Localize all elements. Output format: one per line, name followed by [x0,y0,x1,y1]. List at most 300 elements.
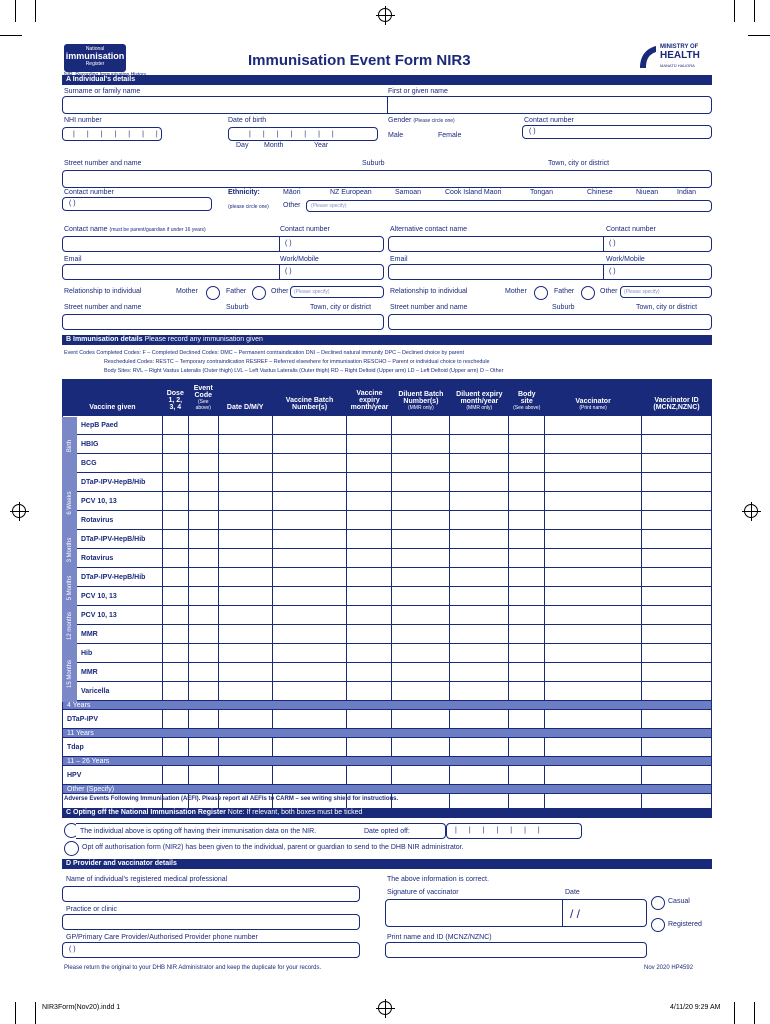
entry-cell[interactable] [392,530,450,549]
alt-work-mobile-label: Work/Mobile [606,256,645,263]
entry-cell[interactable] [450,710,509,729]
entry-cell[interactable] [509,454,545,473]
table-header [63,380,712,416]
vaccine-name-cell: Tdap [63,738,163,757]
alt-mother-radio[interactable] [534,286,548,300]
entry-cell[interactable] [347,511,392,530]
entry-cell[interactable] [347,644,392,663]
entry-cell[interactable] [347,416,392,435]
entry-cell[interactable] [509,710,545,729]
registered-professional-field[interactable] [62,886,360,902]
entry-cell[interactable] [347,530,392,549]
signature-field[interactable] [385,899,647,927]
entry-cell[interactable] [641,587,711,606]
entry-cell[interactable] [347,435,392,454]
contact-address-field[interactable] [62,314,384,330]
entry-cell[interactable] [641,663,711,682]
entry-cell[interactable] [545,766,642,785]
gender-male[interactable]: Male [388,132,404,139]
entry-cell[interactable] [545,530,642,549]
entry-cell[interactable] [188,416,218,435]
registered-professional-label: Name of individual's registered medical professional [66,876,228,883]
vaccine-name-cell: Rotavirus [63,511,163,530]
age-band-label: 11 – 26 Years [63,757,712,766]
contact-number-label: Contact number [524,117,574,124]
entry-cell[interactable] [218,644,272,663]
entry-cell[interactable] [641,454,711,473]
dob-field[interactable]: ||||||| [228,127,378,141]
entry-cell[interactable] [450,644,509,663]
age-group-bar [62,569,77,607]
entry-cell[interactable] [272,530,347,549]
nhi-label: NHI number [64,117,102,124]
entry-cell[interactable] [450,587,509,606]
alt-relationship-mother: Mother [505,288,527,295]
ethnicity-nz-european[interactable]: NZ European [330,189,372,196]
age-group-label: 5 Months [67,575,73,601]
entry-cell[interactable] [392,587,450,606]
date-field[interactable]: / / [570,907,581,921]
entry-cell[interactable] [347,568,392,587]
nhi-field[interactable]: ||||||| [62,127,162,141]
col-vaccine-expiry: Vaccine expiry month/year [347,380,392,416]
entry-cell[interactable] [545,587,642,606]
entry-cell[interactable] [509,663,545,682]
entry-cell[interactable] [545,511,642,530]
entry-cell[interactable] [272,416,347,435]
entry-cell[interactable] [218,530,272,549]
entry-cell[interactable] [162,492,188,511]
col-diluent-batch: Diluent Batch Number(s) (MMR only) [392,380,450,416]
entry-cell[interactable] [162,435,188,454]
entry-cell[interactable] [509,625,545,644]
entry-cell[interactable] [272,549,347,568]
vaccine-name-cell: PCV 10, 13 [63,587,163,606]
entry-cell[interactable] [450,738,509,757]
table-row [63,435,712,454]
entry-cell[interactable] [545,710,642,729]
ethnicity-cook-island[interactable]: Cook Island Maori [445,189,502,196]
address-field[interactable] [62,170,712,188]
entry-cell[interactable] [450,606,509,625]
contact-number-label-4: Contact number [606,226,656,233]
entry-cell[interactable] [162,454,188,473]
entry-cell[interactable] [392,492,450,511]
entry-cell[interactable] [347,587,392,606]
entry-cell[interactable] [509,530,545,549]
entry-cell[interactable] [392,682,450,701]
table-row [63,738,712,757]
entry-cell[interactable] [347,682,392,701]
entry-cell[interactable] [509,738,545,757]
entry-cell[interactable] [545,454,642,473]
entry-cell[interactable] [347,454,392,473]
entry-cell[interactable] [641,530,711,549]
crop-mark [0,35,22,36]
entry-cell[interactable] [641,492,711,511]
entry-cell[interactable] [162,738,188,757]
entry-cell[interactable] [188,587,218,606]
crop-mark [15,1002,16,1024]
col-vaccinator: Vaccinator (Print name) [545,380,642,416]
ethnicity-samoan[interactable]: Samoan [395,189,422,196]
alt-relationship-father: Father [554,288,575,295]
entry-cell[interactable] [545,682,642,701]
relationship-father: Father [226,288,247,295]
ethnicity-other-field[interactable]: (Please specify) [306,200,712,212]
relationship-other-field[interactable]: (Please specify) [290,286,384,298]
entry-cell[interactable] [392,644,450,663]
body-sites-line: Body Sites: RVL – Right Vastus Lateralis (Outer thigh) LVL – Left Vastus Lateralis (Outer thigh) RD – Right Deltoid (Upper arm) LD – Left Deltoid (Upper arm) O – Other [104,368,504,374]
entry-cell[interactable] [392,766,450,785]
entry-cell[interactable] [218,766,272,785]
ethnicity-niuean[interactable]: Niuean [636,189,659,196]
entry-cell[interactable] [509,511,545,530]
entry-cell[interactable] [188,625,218,644]
entry-cell[interactable] [218,606,272,625]
entry-cell[interactable] [162,644,188,663]
entry-cell[interactable] [509,473,545,492]
entry-cell[interactable] [545,416,642,435]
age-band-label: 4 Years [63,701,712,710]
age-band-row [63,729,712,738]
entry-cell[interactable] [218,492,272,511]
entry-cell[interactable] [392,435,450,454]
entry-cell[interactable] [218,663,272,682]
entry-cell[interactable] [450,492,509,511]
entry-cell[interactable] [272,492,347,511]
father-radio[interactable] [252,286,266,300]
vaccine-name-cell: HBIG [63,435,163,454]
table-row [63,766,712,785]
alt-father-radio[interactable] [581,286,595,300]
file-slug: NIR3Form(Nov20).indd 1 [42,1004,121,1011]
surname-label: Surname or family name [64,88,141,95]
age-band-label: 11 Years [63,729,712,738]
entry-cell[interactable] [218,710,272,729]
mother-radio[interactable] [206,286,220,300]
entry-cell[interactable] [162,568,188,587]
ethnicity-other[interactable]: Other [283,202,301,209]
alt-contact-name-field[interactable]: ( ) [388,236,712,252]
entry-cell[interactable] [218,473,272,492]
print-name-label: Print name and ID (MCNZ/NZNC) [387,934,492,941]
entry-cell[interactable] [392,454,450,473]
entry-cell[interactable] [545,663,642,682]
date-opted-field[interactable]: ||||||| [446,823,582,839]
entry-cell[interactable] [641,625,711,644]
entry-cell[interactable] [509,492,545,511]
entry-cell[interactable] [509,568,545,587]
entry-cell[interactable] [392,606,450,625]
form-code: Nov 2020 HP4592 [644,965,694,971]
entry-cell[interactable] [509,549,545,568]
contact-number-field[interactable]: ( ) [522,125,712,139]
table-row [63,511,712,530]
vaccine-name-cell: Rotavirus [63,549,163,568]
rescheduled-codes-line: Rescheduled Codes: RESTC – Temporary contraindication RESREF – Referred elsewhere for immunisation RESCHO – Parent or individual choice to reschedule [104,359,490,365]
entry-cell[interactable] [641,682,711,701]
entry-cell[interactable] [641,473,711,492]
entry-cell[interactable] [272,454,347,473]
entry-cell[interactable] [188,549,218,568]
info-correct-text: The above information is correct. [387,876,489,883]
entry-cell[interactable] [188,454,218,473]
entry-cell[interactable] [450,568,509,587]
entry-cell[interactable] [509,416,545,435]
entry-cell[interactable] [545,435,642,454]
entry-cell[interactable] [545,644,642,663]
entry-cell[interactable] [218,435,272,454]
entry-cell[interactable] [272,606,347,625]
entry-cell[interactable] [218,454,272,473]
age-band-row [63,757,712,766]
alt-relationship-label: Relationship to individual [390,288,468,295]
entry-cell[interactable] [347,606,392,625]
entry-cell[interactable] [545,473,642,492]
entry-cell[interactable] [188,435,218,454]
registration-mark-icon [12,504,26,518]
entry-cell[interactable] [272,682,347,701]
entry-cell[interactable] [218,568,272,587]
entry-cell[interactable] [162,682,188,701]
relationship-other: Other [271,288,289,295]
dob-month: Month [264,142,284,149]
registered-label: Registered [668,921,702,928]
casual-radio[interactable] [651,896,665,910]
entry-cell[interactable] [450,530,509,549]
entry-cell[interactable] [218,416,272,435]
entry-cell[interactable] [641,606,711,625]
entry-cell[interactable] [218,549,272,568]
entry-cell[interactable] [509,435,545,454]
entry-cell[interactable] [545,606,642,625]
entry-cell[interactable] [188,644,218,663]
entry-cell[interactable] [162,710,188,729]
entry-cell[interactable] [392,549,450,568]
entry-cell[interactable] [509,682,545,701]
entry-cell[interactable] [347,625,392,644]
entry-cell[interactable] [545,625,642,644]
crop-mark [734,0,735,22]
entry-cell[interactable] [450,682,509,701]
entry-cell[interactable] [188,710,218,729]
crop-mark [35,1002,36,1024]
entry-cell[interactable] [392,473,450,492]
entry-cell[interactable] [641,549,711,568]
date-label: Date [565,889,580,896]
entry-cell[interactable] [188,568,218,587]
entry-cell[interactable] [392,663,450,682]
entry-cell[interactable] [218,738,272,757]
alt-town-label: Town, city or district [636,304,698,311]
entry-cell[interactable] [272,766,347,785]
registration-mark-icon [378,8,392,22]
entry-cell[interactable] [162,766,188,785]
registered-radio[interactable] [651,918,665,932]
contact-street-label: Street number and name [64,304,142,311]
alt-street-label: Street number and name [390,304,468,311]
first-name-label: First or given name [388,88,448,95]
practice-field[interactable] [62,914,360,930]
entry-cell[interactable] [272,568,347,587]
entry-cell[interactable] [641,511,711,530]
ethnicity-label: Ethnicity: [228,189,260,196]
entry-cell[interactable] [347,549,392,568]
ethnicity-maori[interactable]: Māori [283,189,301,196]
entry-cell[interactable] [162,416,188,435]
entry-cell[interactable] [641,644,711,663]
ethnicity-chinese[interactable]: Chinese [587,189,613,196]
entry-cell[interactable] [188,738,218,757]
entry-cell[interactable] [450,625,509,644]
entry-cell[interactable] [188,530,218,549]
print-name-field[interactable] [385,942,647,958]
age-group-bar [62,607,77,645]
entry-cell[interactable] [450,416,509,435]
alt-relationship-other-field[interactable]: (Please specify) [620,286,712,298]
relationship-mother: Mother [176,288,198,295]
entry-cell[interactable] [641,710,711,729]
alt-email-field[interactable]: ( ) [388,264,712,280]
opt-off-form-checkbox[interactable] [64,841,79,856]
entry-cell[interactable] [218,511,272,530]
contact-number-label-3: Contact number [280,226,330,233]
entry-cell[interactable] [392,738,450,757]
entry-cell[interactable] [392,416,450,435]
entry-cell[interactable] [347,663,392,682]
entry-cell[interactable] [162,663,188,682]
entry-cell[interactable] [272,644,347,663]
ethnicity-indian[interactable]: Indian [677,189,697,196]
entry-cell[interactable] [450,549,509,568]
entry-cell[interactable] [509,606,545,625]
entry-cell[interactable] [641,435,711,454]
gender-label: Gender [388,117,412,124]
opt-off-text: The individual above is opting off having their immunisation data on the NIR. [80,828,317,835]
entry-cell[interactable] [392,511,450,530]
entry-cell[interactable] [392,710,450,729]
entry-cell[interactable] [188,492,218,511]
entry-cell[interactable] [545,738,642,757]
gender-note: (Please circle one) [413,118,455,124]
vaccine-name-cell: DTaP-IPV-HepB/Hib [63,530,163,549]
email-field[interactable]: ( ) [62,264,384,280]
entry-cell[interactable] [545,492,642,511]
entry-cell[interactable] [162,625,188,644]
entry-cell[interactable] [347,710,392,729]
entry-cell[interactable] [347,492,392,511]
dob-year: Year [314,142,329,149]
entry-cell[interactable] [188,473,218,492]
vaccine-name-cell: BCG [63,454,163,473]
entry-cell[interactable] [162,587,188,606]
entry-cell[interactable] [347,738,392,757]
entry-cell[interactable] [188,606,218,625]
entry-cell[interactable] [272,710,347,729]
entry-cell[interactable] [450,663,509,682]
entry-cell[interactable] [162,549,188,568]
entry-cell[interactable] [509,766,545,785]
table-row [63,710,712,729]
entry-cell[interactable] [272,511,347,530]
contact-town-label: Town, city or district [310,304,372,311]
town-label: Town, city or district [548,160,610,167]
vaccine-name-cell: HepB Paed [63,416,163,435]
entry-cell[interactable] [162,606,188,625]
entry-cell[interactable] [545,568,642,587]
entry-cell[interactable] [272,738,347,757]
entry-cell[interactable] [450,454,509,473]
entry-cell[interactable] [392,625,450,644]
entry-cell[interactable] [509,587,545,606]
alt-suburb-label: Suburb [552,304,575,311]
entry-cell[interactable] [272,435,347,454]
contact-name-field[interactable]: ( ) [62,236,384,252]
entry-cell[interactable] [392,568,450,587]
entry-cell[interactable] [272,587,347,606]
alt-address-field[interactable] [388,314,712,330]
entry-cell[interactable] [347,473,392,492]
vaccine-name-cell: DTaP-IPV-HepB/Hib [63,568,163,587]
entry-cell[interactable] [162,473,188,492]
entry-cell[interactable] [272,663,347,682]
col-dose: Dose 1, 2, 3, 4 [162,380,188,416]
entry-cell[interactable] [162,530,188,549]
entry-cell[interactable] [188,766,218,785]
vaccine-name-cell: Varicella [63,682,163,701]
entry-cell[interactable] [450,511,509,530]
crop-mark [754,0,755,22]
entry-cell[interactable] [162,511,188,530]
contact-number-field-2[interactable]: ( ) [62,197,212,211]
gp-phone-field[interactable]: ( ) [62,942,360,958]
entry-cell[interactable] [188,511,218,530]
entry-cell[interactable] [641,766,711,785]
entry-cell[interactable] [218,625,272,644]
entry-cell[interactable] [272,625,347,644]
col-event-code: Event Code (See above) [188,380,218,416]
entry-cell[interactable] [188,682,218,701]
entry-cell[interactable] [188,663,218,682]
gender-female[interactable]: Female [438,132,462,139]
entry-cell[interactable] [450,473,509,492]
print-timestamp: 4/11/20 9:29 AM [670,1004,721,1011]
age-group-bar [62,645,77,702]
vaccine-name-cell: PCV 10, 13 [63,492,163,511]
entry-cell[interactable] [218,682,272,701]
entry-cell[interactable] [218,587,272,606]
col-vaccine-given: Vaccine given [63,380,163,416]
street-label: Street number and name [64,160,142,167]
entry-cell[interactable] [450,435,509,454]
entry-cell[interactable] [641,738,711,757]
name-field[interactable] [62,96,712,114]
table-row [63,530,712,549]
entry-cell[interactable] [545,549,642,568]
ethnicity-tongan[interactable]: Tongan [530,189,553,196]
entry-cell[interactable] [272,473,347,492]
entry-cell[interactable] [347,766,392,785]
casual-label: Casual [668,898,690,905]
entry-cell[interactable] [641,416,711,435]
entry-cell[interactable] [509,644,545,663]
entry-cell[interactable] [450,766,509,785]
gp-phone-label: GP/Primary Care Provider/Authorised Provider phone number [66,934,258,941]
col-diluent-expiry: Diluent expiry month/year (MMR only) [450,380,509,416]
opt-off-row [76,823,446,839]
entry-cell[interactable] [641,568,711,587]
